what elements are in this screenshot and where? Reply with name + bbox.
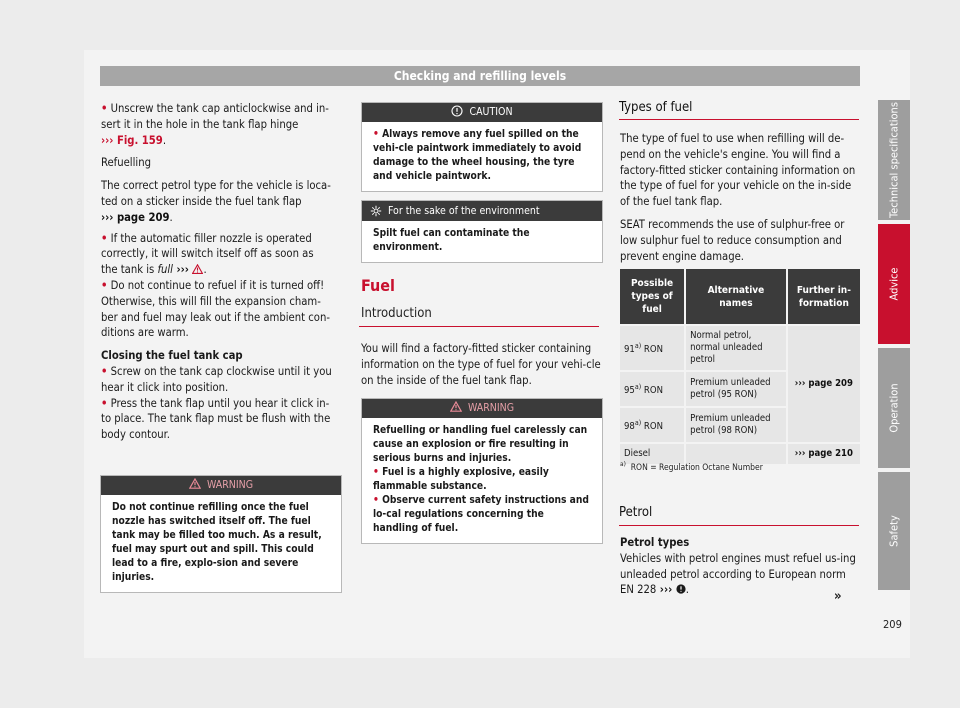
introduction-heading: Introduction	[361, 306, 432, 321]
warning-bullet-regulations: Observe current safety instructions and lo-cal regulations concerning the handling of fuel.	[373, 495, 589, 534]
petrol-header	[619, 505, 859, 526]
environment-leaf-icon	[370, 205, 382, 217]
chapter-header: Checking and refilling levels	[100, 66, 860, 86]
page-number: 209	[883, 618, 902, 631]
fig-159-link[interactable]: ››› Fig. 159	[101, 133, 163, 147]
col-header-types: Possible types of fuel	[620, 269, 684, 324]
warning-header: WARNING	[101, 476, 341, 495]
col-header-further-info: Further in-formation	[788, 269, 860, 324]
refuelling-text: The correct petrol type for the vehicle is loca- ted on a sticker inside the fuel tank flap ››› page 209.	[101, 179, 331, 224]
continue-arrow: »	[834, 589, 842, 604]
bullet-icon: •	[101, 278, 108, 292]
info-circle-icon	[676, 584, 686, 594]
tab-technical-specifications[interactable]: Technical specifications	[878, 100, 910, 220]
environment-header: For the sake of the environment	[362, 201, 602, 221]
heading-rule	[359, 326, 599, 327]
tab-advice[interactable]: Advice	[878, 224, 910, 344]
warning-intro: Refuelling or handling fuel carelessly can cause an explosion or fire resulting in serious burns and injuries.	[373, 425, 588, 464]
warning-text: Do not continue refilling once the fuel nozzle has switched itself off. The fuel tank may be filled too much. As a result, fuel may spurt out and spill. This could lead to a fire, explo-sion and severe injuries.	[112, 502, 322, 583]
fuel-section-header	[361, 276, 601, 327]
step-auto-nozzle: • If the automatic filler nozzle is operated correctly, it will switch itself off as soon as the tank is full ››› .	[101, 231, 314, 277]
notice-ref-link[interactable]: ›››	[656, 583, 676, 597]
bullet-icon: •	[101, 231, 108, 245]
warning-triangle-icon	[189, 478, 201, 489]
table-row: 91$^{a)}$ RON Normal petrol, normal unleaded petrol ››› page 209	[620, 326, 860, 370]
types-of-fuel-heading: Types of fuel	[619, 100, 859, 120]
page-209-link[interactable]: ››› page 209	[101, 210, 170, 224]
closing-heading: Closing the fuel tank cap	[101, 349, 243, 363]
col-header-alt-names: Alternative names	[686, 269, 786, 324]
petrol-heading: Petrol	[619, 505, 859, 526]
fuel-types-table	[620, 267, 862, 466]
table-footnote: $^{a)}$ RON = Regulation Octane Number	[620, 460, 763, 473]
table-row: 98$^{a)}$ RON Premium unleaded petrol (98 RON)	[620, 408, 860, 442]
bullet-icon: •	[373, 495, 379, 506]
caution-text: Always remove any fuel spilled on the vehi-cle paintwork immediately to avoid damage to the wheel housing, the tyre and vehicle paintwork.	[373, 129, 582, 182]
step-press-flap: • Press the tank flap until you hear it click in- to place. The tank flap must be flush with the body contour.	[101, 396, 331, 442]
table-header-row	[620, 269, 860, 324]
page-210-ref[interactable]: ››› page 210	[788, 444, 860, 464]
tab-operation[interactable]: Operation	[878, 348, 910, 468]
tab-safety[interactable]: Safety	[878, 472, 910, 590]
petrol-section	[620, 535, 858, 598]
warning-header: WARNING	[362, 399, 602, 418]
bullet-icon: •	[373, 129, 379, 140]
intro-text: You will find a factory-fitted sticker containing information on the type of fuel for your vehi-cle on the inside of the fuel tank flap.	[361, 342, 601, 387]
step-do-not-continue: • Do not continue to refuel if it is turned off! Otherwise, this will fill the expansion cham- ber and fuel may leak out if the ambient con- ditions are warm.	[101, 278, 330, 340]
table-row: 95$^{a)}$ RON Premium unleaded petrol (95 RON)	[620, 372, 860, 406]
bullet-icon: •	[101, 396, 108, 410]
petrol-types-heading: Petrol types	[620, 536, 690, 549]
step-screw-cap: • Screw on the tank cap clockwise until it you hear it click into position.	[101, 364, 332, 394]
warning-triangle-icon	[192, 264, 203, 274]
warning-box-fuel	[361, 398, 603, 544]
petrol-text: Vehicles with petrol engines must refuel us-ing unleaded petrol according to European norm EN 228 ››› .	[620, 551, 856, 597]
warning-triangle-icon	[450, 401, 462, 412]
refuelling-heading: Refuelling	[101, 156, 151, 170]
warning-box-refuel	[100, 475, 342, 593]
caution-header: CAUTION	[362, 103, 602, 122]
bullet-icon: •	[373, 467, 379, 478]
types-of-fuel-header	[619, 100, 859, 120]
warning-bullet-explosive: Fuel is a highly explosive, easily flammable substance.	[373, 467, 549, 492]
column-left	[101, 101, 342, 443]
warning-ref-link[interactable]: ›››	[172, 263, 193, 277]
table-row: Diesel ››› page 210	[620, 444, 860, 464]
page-209-ref[interactable]: ››› page 209	[788, 326, 860, 442]
caution-box	[361, 102, 603, 192]
environment-text: Spilt fuel can contaminate the environment.	[373, 228, 530, 253]
fuel-heading: Fuel	[361, 276, 395, 295]
bullet-icon: •	[101, 364, 108, 378]
bullet-icon: •	[101, 102, 108, 115]
types-of-fuel-text: The type of fuel to use when refilling will de-pend on the vehicle's engine. You will find a factory-fitted sticker containing information on the type of fuel for your vehicle on the in-side of the fuel tank flap. SEAT recommends the use of sulphur-free or low sulphur fuel to reduce consumption and prevent engine damage.	[620, 132, 856, 263]
step-unscrew-cap: • Unscrew the tank cap anticlockwise and in- sert it in the hole in the tank flap hinge ››› Fig. 159.	[101, 102, 329, 147]
environment-box	[361, 200, 603, 263]
info-circle-icon	[451, 105, 463, 117]
